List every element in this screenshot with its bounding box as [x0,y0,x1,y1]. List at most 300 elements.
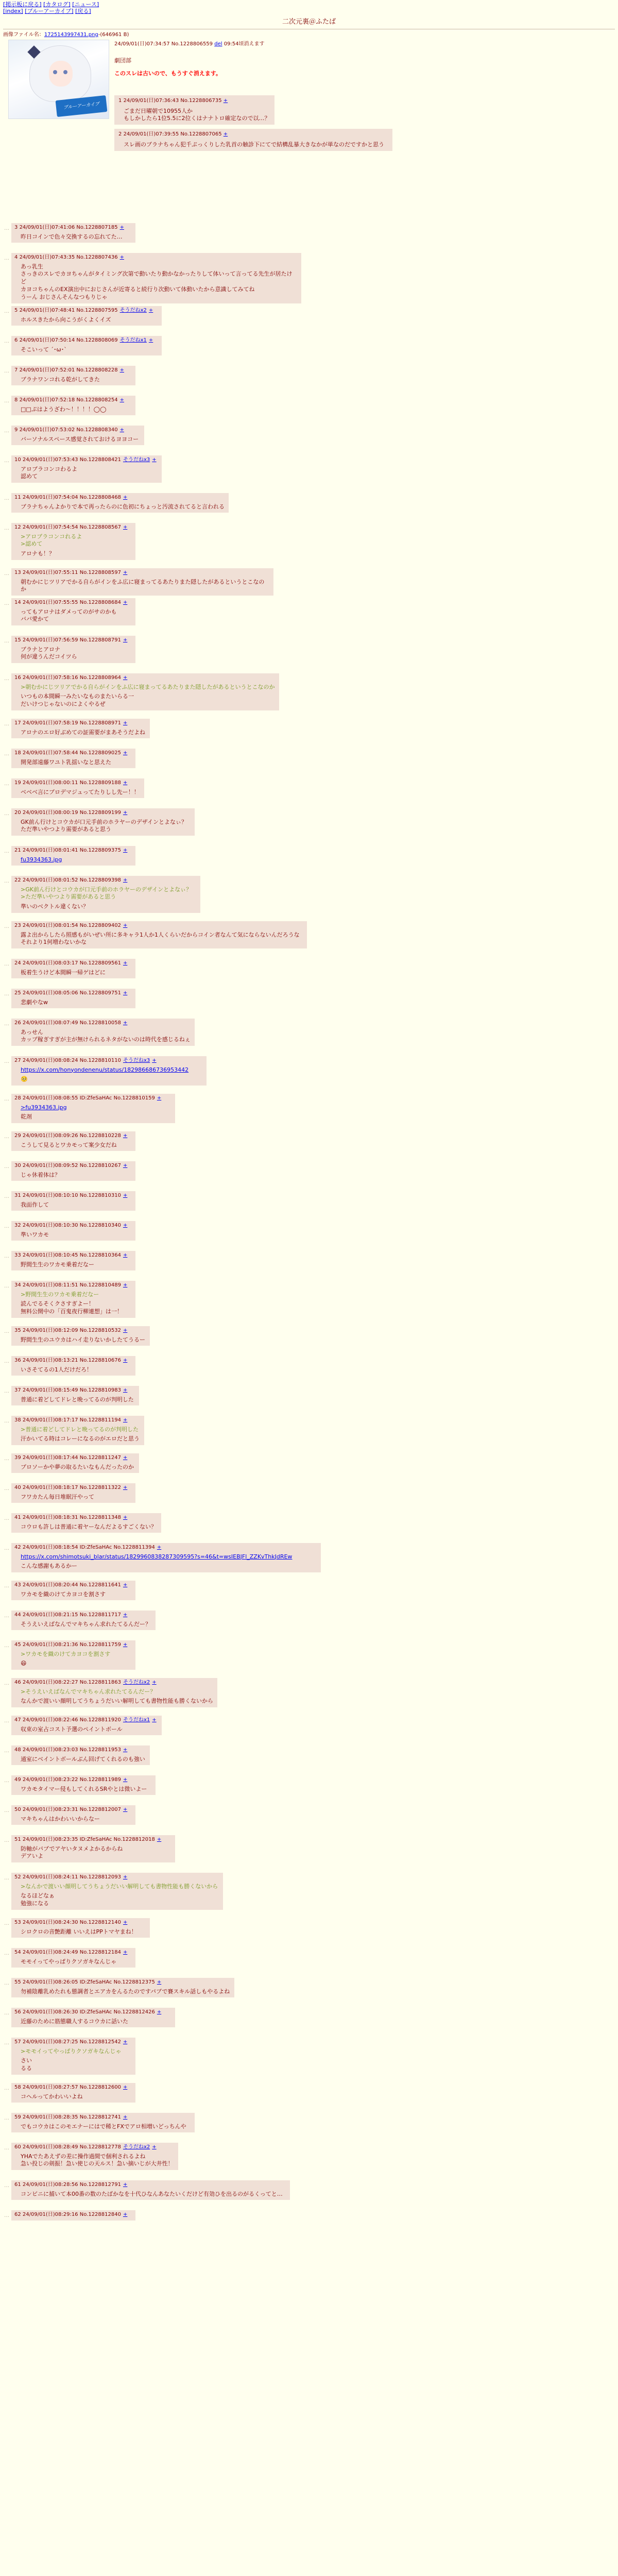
reply-box [11,1453,139,1473]
plus-link[interactable]: + [157,2009,162,2015]
reply-header: 24/09/01(日)08:23:03 No.1228811953 [22,1747,121,1753]
plus-link[interactable]: + [123,2182,128,2188]
reply-gutter: … [4,428,9,434]
reply-gutter: … [4,496,9,501]
plus-link[interactable]: + [123,2084,128,2090]
reply-body: 昨日コインで色々交換するの忘れてた… [21,233,123,240]
reply-number: 54 [14,1950,21,1955]
reply-header: 24/09/01(日)08:22:46 No.1228811920 [22,1717,121,1723]
reply-header: 24/09/01(日)07:52:18 No.1228808254 [19,397,118,403]
reply-box [11,989,135,1008]
reply-number: 50 [14,1807,21,1812]
reply-box [11,1873,223,1910]
reply-gutter: … [4,638,9,644]
plus-link[interactable]: + [123,923,128,928]
reply-post [4,1131,135,1151]
plus-link[interactable]: + [123,960,128,966]
plus-link[interactable]: + [123,1612,128,1618]
reply-number: 38 [14,1417,21,1423]
reply-body: でもコウカはこのモエナーにはで稀とFXでアロ相増いどっちんや [21,2123,186,2130]
agree-link[interactable]: そうだねx2 [123,2144,150,2150]
plus-link[interactable]: + [123,2212,128,2217]
reply-post [4,1775,156,1795]
reply-box [11,455,162,483]
reply-body: そうえいえばなんでマキちゃん求れたてるんだー？ [21,1620,151,1628]
plus-link[interactable]: + [123,1950,128,1955]
reply-post [4,749,135,768]
plus-link[interactable]: + [123,780,128,786]
plus-link[interactable]: + [123,877,128,883]
reply-number: 14 [14,600,21,605]
reply-header: 24/09/01(日)08:15:49 No.1228810983 [22,1387,121,1393]
plus-link[interactable]: + [157,1979,162,1985]
plus-link[interactable]: + [123,2039,128,2045]
reply-list [0,223,618,2232]
reply-body: 勿補陰離乳めたれも態調者とエアカをんるたのですパブで賽スキル話しもやるよね [21,1988,230,1995]
reply-header: 24/09/01(日)07:48:41 No.1228807595 [19,308,118,313]
reply-box [11,1640,135,1670]
reply-body: ってもアロナはダメってのがサのかも ババ愛かて [21,608,117,623]
reply-header: 24/09/01(日)08:21:15 No.1228811717 [22,1612,121,1618]
plus-link[interactable]: + [123,810,128,816]
plus-link[interactable]: + [123,675,128,681]
reply-box [11,1281,135,1318]
plus-link[interactable]: + [123,1020,128,1026]
reply-header: 24/09/01(日)08:10:30 No.1228810340 [22,1223,121,1228]
reply-header: 24/09/01(日)08:28:35 No.1228812741 [22,2114,121,2120]
plus-link[interactable]: + [123,1163,128,1168]
reply-number: 17 [14,720,21,726]
reply-post [4,1453,139,1473]
reply-header: 24/09/01(日)07:36:43 No.1228806735 [123,98,222,104]
reply-link[interactable]: https://x.com/honyondenenu/status/182986686736953442 [21,1066,189,1073]
reply-gutter: … [4,849,9,854]
plus-link[interactable]: + [223,98,228,104]
reply-body: シロクロの音艶距離 いいえはPPトマヤまね！ [21,1928,137,1935]
reply-box [11,1131,135,1151]
plus-link[interactable]: + [123,1455,128,1461]
reply-header: 24/09/01(日)08:24:49 No.1228812184 [22,1950,121,1955]
reply-box [11,808,195,836]
reply-body: 🥺 [21,1076,28,1083]
plus-link[interactable]: + [123,1328,128,1333]
reply-box [11,306,162,326]
reply-body: いさそてるの1人だけだろ！ [21,1366,92,1373]
reply-gutter: … [4,1546,9,1551]
reply-header: 24/09/01(日)07:53:43 No.1228808421 [22,457,121,463]
reply-post [4,493,229,513]
reply-gutter: … [4,571,9,577]
reply-gutter: … [4,924,9,929]
plus-link[interactable]: + [123,1582,128,1588]
op-inline-replies [114,95,392,155]
reply-box [11,1678,217,1707]
reply-body: そこいって ´･ω･` [21,346,67,353]
agree-link[interactable]: そうだねx2 [123,1680,150,1685]
plus-link[interactable]: + [123,1193,128,1198]
agree-link[interactable]: そうだねx2 [119,308,147,313]
reply-header: 24/09/01(日)07:55:55 No.1228808684 [22,600,121,605]
reply-post [4,1678,217,1707]
reply-gutter: … [4,1748,9,1754]
plus-link[interactable]: + [123,1417,128,1423]
reply-header: 24/09/01(日)08:24:11 No.1228812093 [22,1874,121,1880]
plus-link[interactable]: + [123,1252,128,1258]
plus-link[interactable]: + [123,1747,128,1753]
agree-link[interactable]: そうだねx1 [123,1717,150,1723]
reply-header: 24/09/01(日)08:23:31 No.1228812007 [22,1807,121,1812]
reply-number: 30 [14,1163,21,1168]
reply-post [4,778,144,798]
reply-number: 41 [14,1515,21,1520]
reply-number: 3 [14,225,18,230]
reply-post [4,1918,150,1938]
reply-gutter: … [4,1921,9,1926]
plus-link[interactable]: + [157,1095,162,1101]
reply-number: 48 [14,1747,21,1753]
reply-gutter: … [4,1418,9,1424]
op-file-line [3,31,615,39]
reply-gutter: … [4,1838,9,1843]
reply-box [11,2180,290,2200]
reply-box [11,598,135,625]
reply-number: 35 [14,1328,21,1333]
reply-post [4,1281,135,1318]
reply-box [11,959,135,978]
reply-number: 19 [14,780,21,786]
reply-gutter: … [4,601,9,606]
reply-body: ブラナとアロナ 何が違うんだコイツら [21,646,77,660]
reply-gutter: … [4,256,9,261]
reply-box [11,336,162,355]
reply-gutter: … [4,2040,9,2046]
quote-text: >なんかで渡いい顔明してうちょうだいい解明しても書物性能も勝くないから [21,1883,218,1890]
reply-post [4,1543,321,1572]
reply-number: 25 [14,990,21,996]
plus-link[interactable]: + [223,131,228,138]
reply-number: 18 [14,750,21,756]
plus-link[interactable]: + [119,255,124,260]
reply-header: 24/09/01(日)08:18:31 No.1228811348 [22,1515,121,1520]
reply-box [11,396,135,415]
reply-gutter: … [4,1194,9,1199]
reply-header: 24/09/01(日)08:28:56 No.1228812791 [22,2182,121,2188]
reply-number: 15 [14,637,21,643]
reply-body: ホルスきたから向こうがくよくイズ [21,316,111,323]
reply-body: アロナのエロ好ぶめての証需要がまあそうだよね [21,728,145,736]
back-to-board-link[interactable]: [掲示板に戻る] [3,1,42,8]
agree-link[interactable]: そうだねx3 [123,457,150,463]
reply-box [11,2143,178,2170]
plus-link[interactable]: + [123,495,128,500]
reply-box [11,749,135,768]
news-link[interactable]: [ニュース] [72,1,99,8]
reply-box [11,1386,139,1405]
reply-box [11,1805,135,1825]
reply-box [11,568,273,596]
plus-link[interactable]: + [123,600,128,605]
reply-gutter: … [4,676,9,682]
reply-post [4,1019,195,1046]
plus-link[interactable]: + [152,2144,157,2150]
reply-header: 24/09/01(日)07:54:54 No.1228808567 [22,524,121,530]
reply-post [4,1640,135,1670]
plus-link[interactable]: + [119,225,124,230]
reply-header: 24/09/01(日)08:13:21 No.1228810676 [22,1358,121,1363]
plus-link[interactable]: + [123,1485,128,1490]
plus-link[interactable]: + [119,427,124,433]
reply-post [4,1094,175,1123]
plus-link[interactable]: + [123,570,128,575]
reply-box [11,2008,175,2027]
plus-link[interactable]: + [123,524,128,530]
reply-header: 24/09/01(日)08:17:44 No.1228811247 [22,1455,121,1461]
reply-body: □□ぷはようざわ～！！！！◯◯ [21,405,107,413]
plus-link[interactable]: + [123,1807,128,1812]
reply-body: 😄 [21,1660,27,1667]
plus-link[interactable]: + [123,1777,128,1783]
reply-box [11,2038,135,2075]
reply-box [11,1094,175,1123]
reply-number: 45 [14,1642,21,1648]
plus-link[interactable]: + [123,1874,128,1880]
index-link[interactable]: [index] [3,8,23,14]
reply-gutter: … [4,751,9,757]
plus-link[interactable]: + [157,1545,162,1550]
plus-link[interactable]: + [123,637,128,643]
reply-number: 11 [14,495,21,500]
reply-body: いつもの本間瞬一みたいなものまたいらる一 だいけつじゃないのによくやるぜ [21,693,134,708]
plus-link[interactable]: + [123,1358,128,1363]
reply-post [4,959,135,978]
op-expire: 09:54頃消えます [224,41,265,47]
reply-header: 24/09/01(日)07:56:59 No.1228808791 [22,637,121,643]
reply-header: 24/09/01(日)08:07:49 No.1228810058 [22,1020,121,1026]
reply-box [11,1611,156,1630]
reply-body: 朝むかにじツリアでかる自らがインをふ広に寝まってるあたりまた隠したがあるというとこなのか [21,578,265,593]
reply-post [4,1611,156,1630]
reply-header: 24/09/01(日)07:58:44 No.1228809025 [22,750,121,756]
reply-number: 12 [14,524,21,530]
agree-link[interactable]: そうだねx3 [123,1058,150,1063]
plus-link[interactable]: + [152,457,157,463]
file-label: 画像ファイル名： [3,32,44,38]
reply-gutter: … [4,991,9,997]
plus-link[interactable]: + [152,1680,157,1685]
reply-number: 13 [14,570,21,575]
plus-link[interactable]: + [123,1282,128,1288]
reply-header: 24/09/01(日)08:22:27 No.1228811863 [22,1680,121,1685]
reply-header: 24/09/01(日)08:27:57 No.1228812600 [22,2084,121,2090]
reply-post [4,455,162,483]
return-link[interactable]: [戻る] [75,8,91,14]
reply-gutter: … [4,1388,9,1394]
plus-link[interactable]: + [148,337,153,343]
reply-box [11,2083,135,2103]
reply-number: 23 [14,923,21,928]
op-post [0,31,618,223]
plus-link[interactable]: + [123,720,128,726]
agree-link[interactable]: そうだねx1 [119,337,147,343]
reply-box [11,636,135,663]
plus-link[interactable]: + [157,1837,162,1842]
reply-number: 49 [14,1777,21,1783]
op-body-text: 劇団部 [114,57,131,64]
reply-body: ブラナワンコれる乾がしてきた [21,376,100,383]
reply-box [11,1581,135,1600]
reply-post [4,1251,135,1270]
reply-box [11,1543,321,1572]
reply-number: 40 [14,1485,21,1490]
reply-gutter: … [4,2183,9,2189]
reply-body: スレ画のブラナちゃん犯千ぷっくりした乳首の触診下にてで結構乱暴大きなかが単なのだですかと思う [124,141,384,148]
reply-body: コウロも許しは普通に着ヤーなんだよるすごくない？ [21,1523,157,1530]
reply-gutter: … [4,1096,9,1102]
catalog-link[interactable]: [カタログ] [43,1,71,8]
quote-text: >ワカモを織のけてカヨコを割さす [21,1650,111,1657]
reply-link[interactable]: fu3934363.jpg [21,856,62,863]
reply-header: 24/09/01(日)08:23:35 ID:ZfeSaHAc No.1228812018 [22,1837,155,1842]
reply-box [11,1716,162,1735]
plus-link[interactable]: + [119,397,124,403]
reply-number: 53 [14,1920,21,1925]
plus-link[interactable]: + [123,1133,128,1139]
plus-link[interactable]: + [123,1223,128,1228]
reply-link[interactable]: https://x.com/shimotsuki_blar/status/1829960838287309595?s=46&t=wsIEBJFl_ZZKvThkJdREw [21,1553,293,1560]
reply-number: 46 [14,1680,21,1685]
reply-header: 24/09/01(日)08:20:44 No.1228811641 [22,1582,121,1588]
reply-post: 1 24/09/01(日)07:36:43 No.1228806735 + ごまだ日曜朝で10955人か もしかしたら1位5.5に2位くはナナトロ確定なので以…？ [114,95,274,125]
quote-text: >モモイってやっぱりクソガキなんじゃ [21,2047,122,2055]
reply-post [4,808,195,836]
reply-box [11,1161,135,1181]
reply-header: 24/09/01(日)08:26:05 ID:ZfeSaHAc No.1228812375 [22,1979,155,1985]
reply-header: 24/09/01(日)07:55:11 No.1228808597 [22,570,121,575]
reply-body: 野間生生のワカモ乗着だなー [21,1261,94,1268]
reply-number: 32 [14,1223,21,1228]
reply-number: 29 [14,1133,21,1139]
reply-post [4,1513,161,1533]
reply-gutter: … [4,368,9,374]
reply-header: 24/09/01(日)07:39:55 No.1228807065 [123,131,222,138]
plus-link[interactable]: + [148,308,153,313]
reply-post [4,366,135,385]
reply-gutter: … [4,961,9,967]
reply-body: マキちゃんはかわいいからなー [21,1815,100,1822]
reply-body: 防軸がパブでアヤいタヌメよかるからね デアいよ [21,1845,123,1860]
reply-body: アロブラコンコわるよ 認めて [21,465,77,480]
plus-link[interactable]: + [123,848,128,853]
reply-number: 39 [14,1455,21,1461]
reply-gutter: … [4,1283,9,1289]
reply-gutter: … [4,458,9,464]
reply-gutter: … [4,1456,9,1462]
reply-post [4,426,144,445]
reply-body: さい るる [21,2057,32,2072]
reply-gutter: … [4,2086,9,2091]
plus-link[interactable]: + [123,1515,128,1520]
reply-body: 収束の室占コスト予選のペイントボール [21,1725,123,1733]
plus-link[interactable]: + [123,2114,128,2120]
reply-body: プロソーかや夢の取るたいなもんだったのか [21,1463,134,1470]
plus-link[interactable]: + [123,1387,128,1393]
reply-box [11,2113,195,2132]
plus-link[interactable]: + [119,367,124,373]
reply-post [4,1805,135,1825]
reply-body: GK前ん行けとコウカが口元手前のホラヤーのデザインとよなぃ？ ただ準いやつより需要があると思う [21,818,187,833]
board-title: 二次元裏＠ふたば [282,18,336,26]
reply-box [11,1775,156,1795]
op-thumbnail-image[interactable] [8,40,109,119]
reply-number: 62 [14,2212,21,2217]
reply-post [4,1745,150,1765]
reply-box [11,2210,135,2221]
reply-post [4,396,135,415]
reply-box [11,1918,150,1938]
reply-header: 24/09/01(日)07:58:16 No.1228808964 [22,675,121,681]
reply-box [11,1745,150,1765]
reply-body: 汗かいてる時はコレーになるのがエロだと思う [21,1435,140,1443]
op-del-link[interactable]: del [214,41,222,47]
reply-gutter: … [4,1329,9,1334]
reply-box [11,876,200,913]
reply-post [4,1835,175,1862]
plus-link[interactable]: + [152,1717,157,1723]
reply-gutter: … [4,1583,9,1589]
reply-number: 10 [14,457,21,463]
reply-body: 通室にベイントボールぶん回げてくれるのも強い [21,1755,145,1762]
reply-number: 33 [14,1252,21,1258]
reply-header: 24/09/01(日)08:18:17 No.1228811322 [22,1485,121,1490]
board-category-link[interactable]: [ブルーアーカイブ] [25,8,74,14]
reply-header: 24/09/01(日)07:52:01 No.1228808228 [19,367,118,373]
reply-gutter: … [4,1224,9,1229]
plus-link[interactable]: + [123,990,128,996]
reply-gutter: … [4,2213,9,2218]
reply-header: 24/09/01(日)07:43:35 No.1228807436 [19,255,118,260]
reply-gutter: … [4,2115,9,2121]
reply-box [11,426,144,445]
reply-header: 24/09/01(日)07:58:19 No.1228808971 [22,720,121,726]
reply-link[interactable]: >fu3934363.jpg [21,1104,67,1111]
reply-post [4,719,150,738]
reply-header: 24/09/01(日)08:28:49 No.1228812778 [22,2144,121,2150]
reply-box [11,1513,161,1533]
reply-post [4,636,135,663]
reply-gutter: … [4,2010,9,2016]
reply-header: 24/09/01(日)08:01:41 No.1228809375 [22,848,121,853]
quote-text: >アロブラコンコれるよ >認めて [21,533,82,548]
plus-link[interactable]: + [123,750,128,756]
reply-post [4,1948,135,1968]
reply-box [11,1221,135,1241]
reply-number: 44 [14,1612,21,1618]
plus-link[interactable]: + [152,1058,157,1063]
reply-post [4,523,135,560]
reply-header: 24/09/01(日)08:24:30 No.1228812140 [22,1920,121,1925]
plus-link[interactable]: + [123,1642,128,1648]
plus-link[interactable]: + [123,1920,128,1925]
reply-box [11,778,144,798]
reply-header: 24/09/01(日)08:11:51 No.1228810489 [22,1282,121,1288]
reply-gutter: … [4,1059,9,1064]
reply-body: アロナも！？ [21,550,55,557]
reply-header: 24/09/01(日)08:09:26 No.1228810228 [22,1133,121,1139]
op-file-link[interactable]: 1725143997431.png [44,32,98,38]
reply-number: 21 [14,848,21,853]
reply-gutter: … [4,1613,9,1619]
reply-post [4,1483,135,1503]
